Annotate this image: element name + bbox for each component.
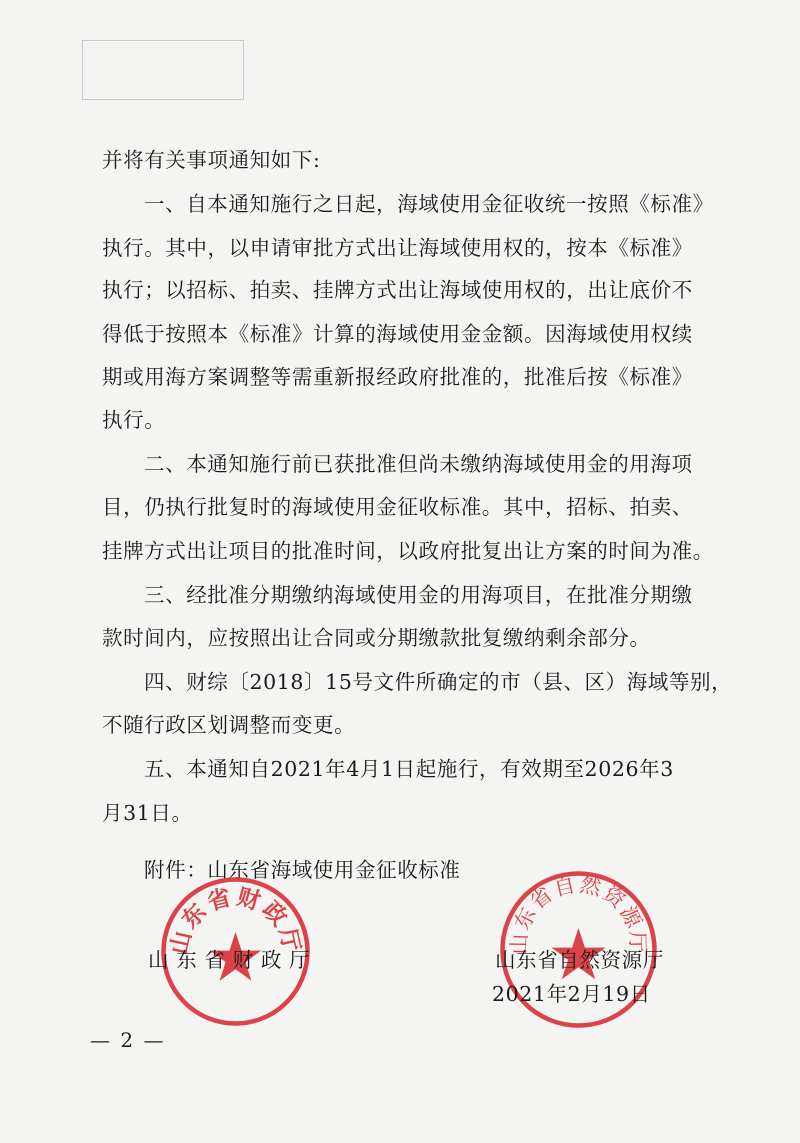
issue-date: 2021年2月19日 [492, 982, 651, 1006]
body-line: 执行；以招标、拍卖、挂牌方式出让海域使用权的，出让底价不 [102, 278, 693, 302]
body-line: 期或用海方案调整等需重新报经政府批准的，批准后按《标准》 [102, 365, 693, 389]
body-line: 一、自本通知施行之日起，海域使用金征收统一按照《标准》 [144, 192, 714, 216]
body-line: 不随行政区划调整而变更。 [102, 713, 356, 737]
body-line: 四、财综〔2018〕15号文件所确定的市（县、区）海域等别， [144, 670, 733, 694]
body-line: 三、经批准分期缴纳海域使用金的用海项目，在批准分期缴 [144, 583, 693, 607]
finance-dept-signature: 山 东 省 财 政 厅 [148, 948, 311, 972]
stamp-box [82, 40, 244, 100]
page-number: — 2 — [90, 1028, 166, 1052]
attachment-line: 附件：山东省海域使用金征收标准 [144, 858, 461, 882]
resources-dept-signature: 山东省自然资源厅 [495, 948, 664, 972]
body-line: 五、本通知自2021年4月1日起施行，有效期至2026年3 [144, 757, 674, 781]
body-line: 执行。 [102, 408, 166, 432]
finance-seal-text: 山东省财政厅 [166, 884, 305, 957]
body-line: 并将有关事项通知如下: [102, 148, 321, 172]
resources-seal-text: 山东省自然资源厅 [507, 872, 650, 955]
body-line: 款时间内，应按照出让合同或分期缴款批复缴纳剩余部分。 [102, 626, 651, 650]
body-line: 得低于按照本《标准》计算的海域使用金金额。因海域使用权续 [102, 322, 693, 346]
body-line: 二、本通知施行前已获批准但尚未缴纳海域使用金的用海项 [144, 452, 693, 476]
body-line: 挂牌方式出让项目的批准时间，以政府批复出让方案的时间为准。 [102, 539, 714, 563]
body-line: 目，仍执行批复时的海域使用金征收标准。其中，招标、拍卖、 [102, 495, 693, 519]
body-line: 月31日。 [102, 801, 193, 825]
body-line: 执行。其中，以申请审批方式出让海域使用权的，按本《标准》 [102, 236, 693, 260]
